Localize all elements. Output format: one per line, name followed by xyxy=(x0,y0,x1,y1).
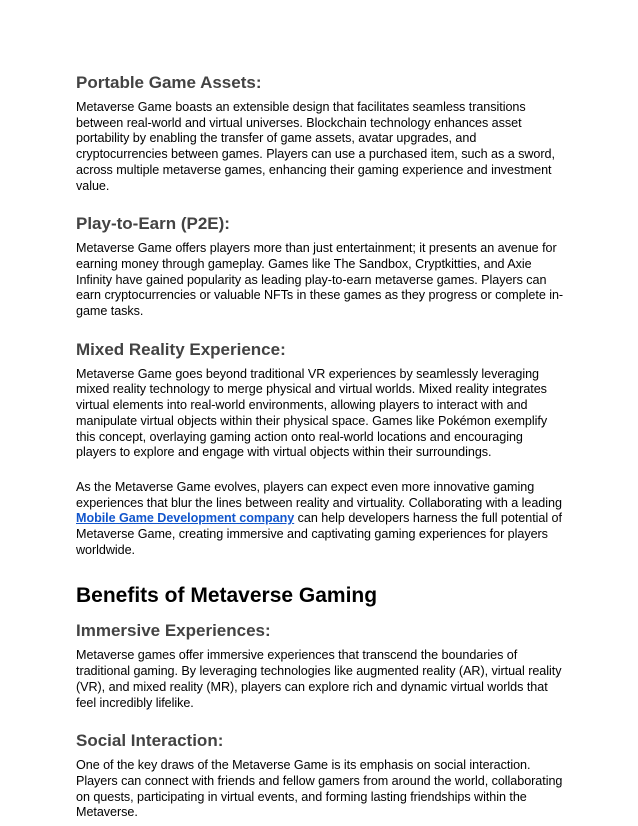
section-mixed-reality xyxy=(76,339,564,461)
section-immersive-experiences xyxy=(76,620,564,711)
section-body: One of the key draws of the Metaverse Game is its emphasis on social interaction. Players can connect with friends and fellow gamers from around the world, collaborating on quests, participating in virtual events, and forming lasting friendships within the Metaverse. xyxy=(76,758,563,820)
section-body: Metaverse Game goes beyond traditional VR experiences by seamlessly leveraging mixed reality technology to merge physical and virtual worlds. Mixed reality integrates virtual elements into real-world environments, allowing players to interact with and manipulate virtual objects within their physical space. Games like Pokémon exemplify this concept, overlaying gaming action onto real-world locations and encouraging players to explore and engage with virtual objects within their surroundings. xyxy=(76,366,548,460)
section-heading: Immersive Experiences: xyxy=(76,621,271,641)
section-heading: Social Interaction: xyxy=(76,731,224,751)
section-portable-game-assets xyxy=(76,72,564,194)
section-body: Metaverse Game boasts an extensible design that facilitates seamless transitions between real-world and virtual universes. Blockchain technology enhances asset portability by enabling the transfer of game assets, avatar upgrades, and cryptocurrencies between games. Players can use a purchased item, such as a sword, across multiple metaverse games, enhancing their gaming experience and investment value. xyxy=(76,100,555,193)
document-page xyxy=(76,72,564,821)
section-body: Metaverse Game offers players more than just entertainment; it presents an avenue for earning money through gameplay. Games like The Sandbox, Cryptkitties, and Axie Infinity have gained popularity as leading play-to-earn metaverse games. Players can earn cryptocurrencies or valuable NFTs in these games as they progress or complete in-game tasks. xyxy=(76,241,564,319)
section-heading: Play-to-Earn (P2E): xyxy=(76,214,230,234)
benefits-title: Benefits of Metaverse Gaming xyxy=(76,584,378,608)
section-heading: Portable Game Assets: xyxy=(76,73,262,92)
section-play-to-earn xyxy=(76,213,564,320)
section-heading: Mixed Reality Experience: xyxy=(76,339,286,359)
closing-text-after: can help developers harness the full potential of Metaverse Game, creating immersive and captivating gaming experiences for players worldwide. xyxy=(76,511,562,557)
mobile-game-development-link[interactable]: Mobile Game Development company xyxy=(76,511,295,526)
closing-text-before: As the Metaverse Game evolves, players can expect even more innovative gaming experiences that blur the lines between reality and virtuality. Collaborating with a leading xyxy=(76,479,562,510)
closing-paragraph xyxy=(76,480,564,559)
section-body: Metaverse games offer immersive experiences that transcend the boundaries of traditional gaming. By leveraging technologies like augmented reality (AR), virtual reality (VR), and mixed reality (MR), players can explore rich and dynamic virtual worlds that feel incredibly lifelike. xyxy=(76,648,562,710)
section-social-interaction xyxy=(76,730,564,821)
